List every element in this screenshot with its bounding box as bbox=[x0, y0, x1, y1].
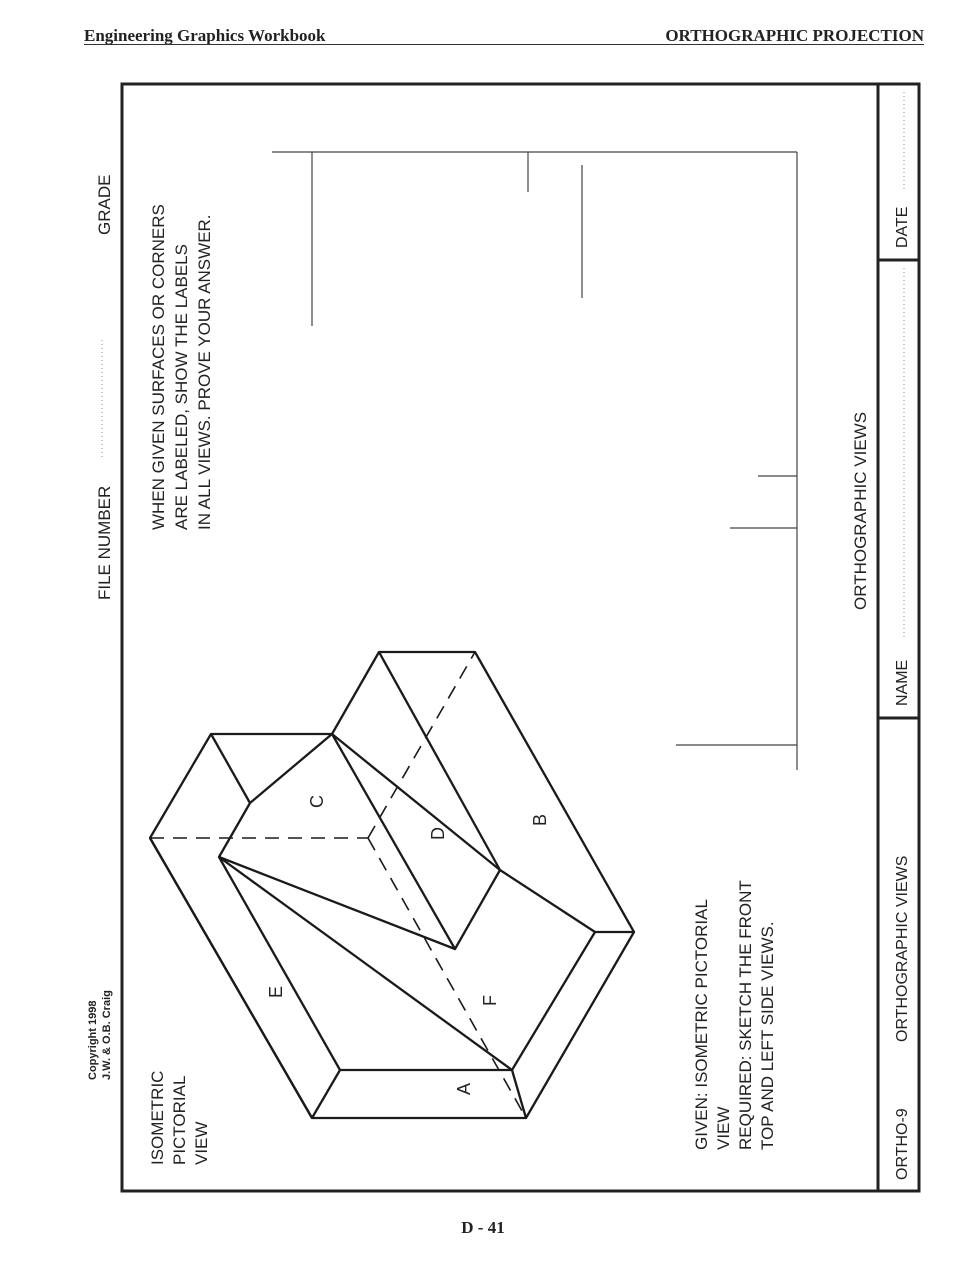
instruction-line-2: ARE LABELED, SHOW THE LABELS bbox=[172, 244, 191, 530]
name-label: NAME bbox=[894, 659, 911, 706]
surface-label-e: E bbox=[266, 985, 286, 998]
given-line-1: GIVEN: ISOMETRIC PICTORIAL bbox=[692, 899, 711, 1150]
instruction-line-1: WHEN GIVEN SURFACES OR CORNERS bbox=[149, 204, 168, 530]
page-number: D - 41 bbox=[461, 1218, 505, 1237]
isometric-label-2: PICTORIAL bbox=[170, 1075, 189, 1165]
file-number-label: FILE NUMBER bbox=[95, 485, 114, 600]
orthographic-views-label: ORTHOGRAPHIC VIEWS bbox=[851, 411, 870, 610]
isometric-label-3: VIEW bbox=[192, 1121, 211, 1165]
isometric-label-1: ISOMETRIC bbox=[148, 1070, 167, 1165]
given-line-3: REQUIRED: SKETCH THE FRONT bbox=[736, 880, 755, 1150]
surface-label-f: F bbox=[480, 995, 500, 1006]
surface-label-a: A bbox=[454, 1082, 474, 1095]
copyright-line-2: J.W. & O.B. Craig bbox=[101, 990, 113, 1080]
instruction-line-3: IN ALL VIEWS. PROVE YOUR ANSWER. bbox=[195, 214, 214, 530]
isometric-object bbox=[150, 652, 634, 1118]
surface-label-c: C bbox=[307, 795, 327, 808]
surface-label-d: D bbox=[428, 827, 448, 840]
copyright-line-1: Copyright 1998 bbox=[87, 1000, 99, 1080]
drawing-id: ORTHO-9 bbox=[894, 1108, 911, 1180]
chapter-title: ORTHOGRAPHIC PROJECTION bbox=[665, 26, 924, 45]
workbook-title: Engineering Graphics Workbook bbox=[84, 26, 326, 45]
drawing-border bbox=[122, 84, 919, 1191]
grade-label: GRADE bbox=[95, 174, 114, 235]
drawing-title: ORTHOGRAPHIC VIEWS bbox=[894, 855, 911, 1042]
surface-label-b: B bbox=[530, 813, 550, 826]
orthographic-layout-lines bbox=[272, 152, 797, 770]
date-label: DATE bbox=[894, 206, 911, 248]
given-line-2: VIEW bbox=[714, 1106, 733, 1150]
given-line-4: TOP AND LEFT SIDE VIEWS. bbox=[758, 921, 777, 1150]
